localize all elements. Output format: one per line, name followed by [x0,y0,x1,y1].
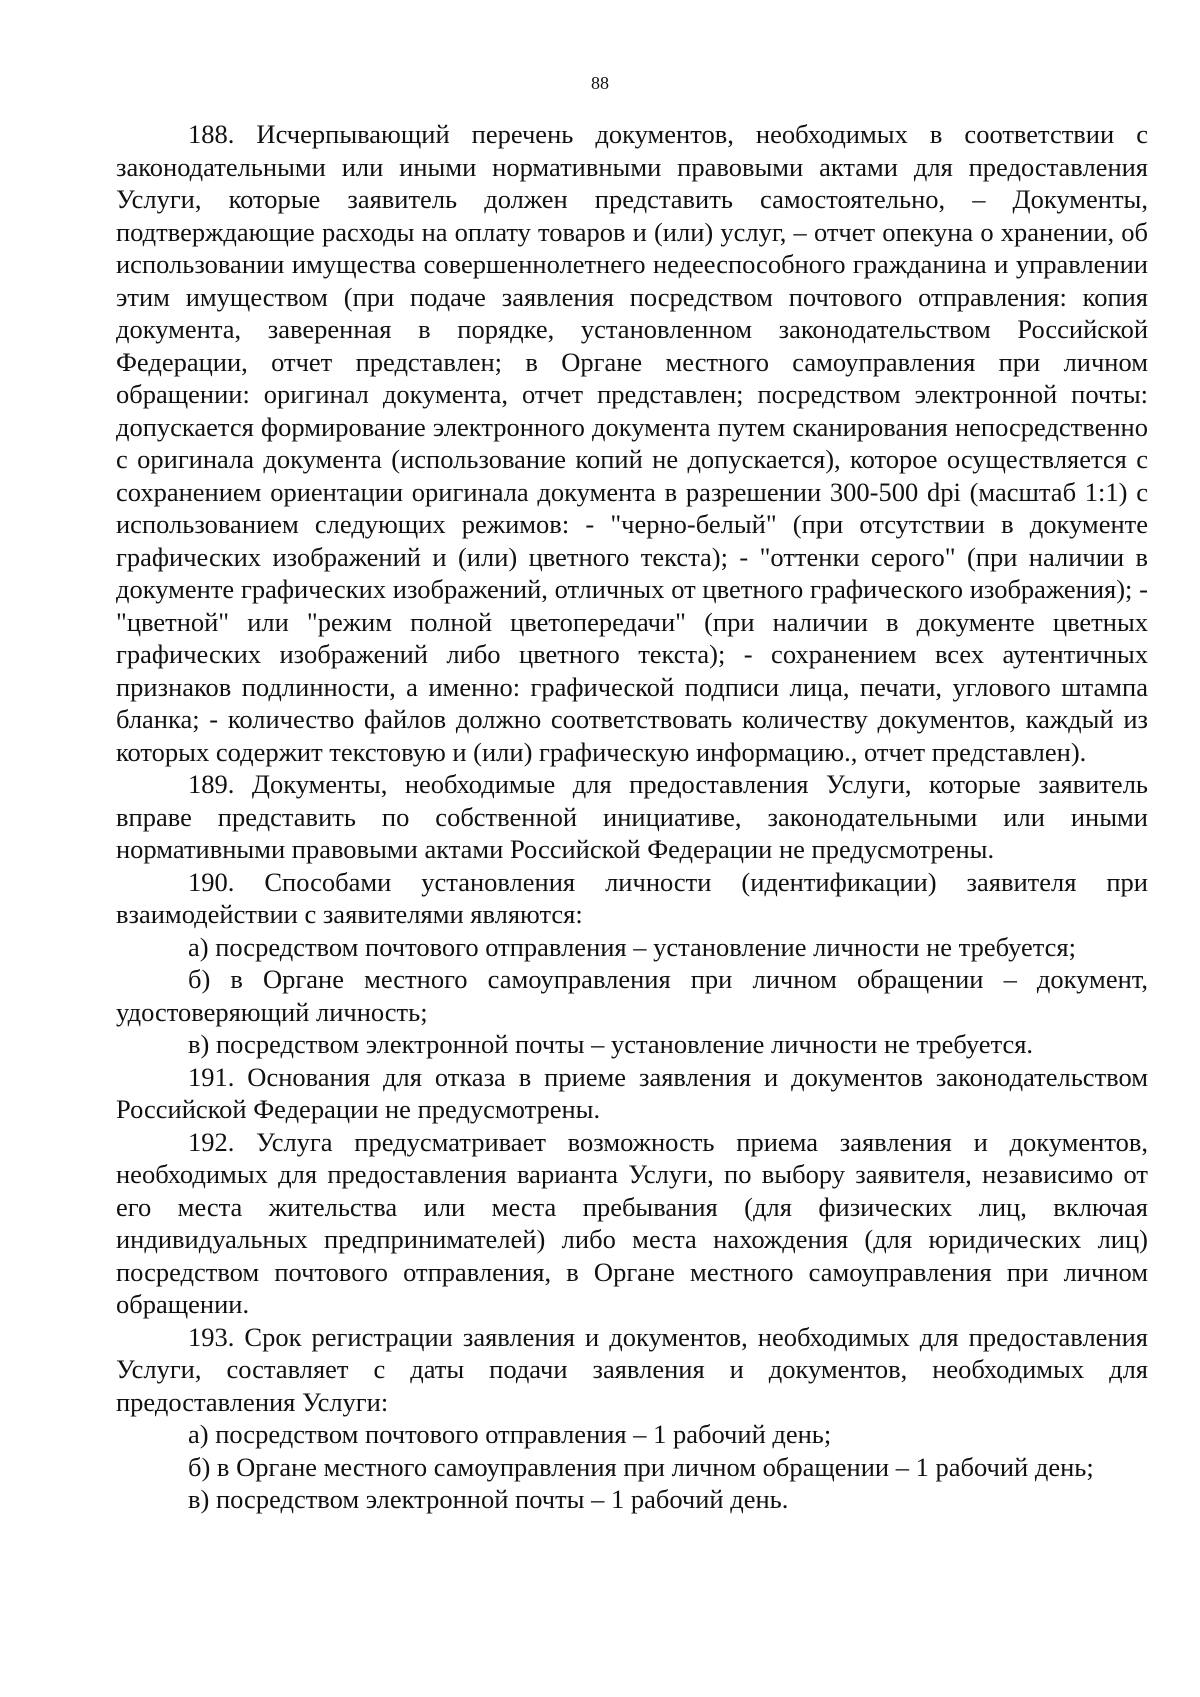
document-body [116,118,1148,1516]
paragraph-190: 190. Способами установления личности (идентификации) заявителя при взаимодействии с заявителями являются: [116,866,1148,929]
page-number: 88 [591,73,609,93]
paragraph-193-item-v: в) посредством электронной почты – 1 рабочий день. [188,1484,789,1514]
paragraph-190-item-a: а) посредством почтового отправления – установление личности не требуется; [188,931,1076,962]
paragraph-189: 189. Документы, необходимые для предоставления Услуги, которые заявитель вправе представить по собственной инициативе, законодательными или иными нормативными правовыми актами Российской Федерации не предусмотрены. [116,769,1148,864]
paragraph-190-item-v: в) посредством электронной почты – установление личности не требуется. [188,1029,1034,1059]
paragraph-193-item-b: б) в Органе местного самоуправления при личном обращении – 1 рабочий день; [188,1451,1094,1482]
paragraph-192: 192. Услуга предусматривает возможность приема заявления и документов, необходимых для предоставления варианта Услуги, по выбору заявителя, независимо от его места жительства или места пребывания (для физических лиц, включая индивидуальных предпринимателей) либо места нахождения (для юридических лиц) посредством почтового отправления, в Органе местного самоуправления при личном обращении. [116,1126,1148,1319]
paragraph-191: 191. Основания для отказа в приеме заявления и документов законодательством Российской Федерации не предусмотрены. [116,1061,1148,1124]
paragraph-190-item-b: б) в Органе местного самоуправления при личном обращении – документ, удостоверяющий личность; [116,964,1148,1027]
paragraph-188: 188. Исчерпывающий перечень документов, необходимых в соответствии с законодательными или иными нормативными правовыми актами для предоставления Услуги, которые заявитель должен представить самостоятельно, – Документы, подтверждающие расходы на оплату товаров и (или) услуг, – отчет опекуна о хранении, об использовании имущества совершеннолетнего недееспособного гражданина и управлении этим имуществом (при подаче заявления посредством почтового отправления: копия документа, заверенная в порядке, установленном законодательством Российской Федерации, отчет представлен; в Органе местного самоуправления при личном обращении: оригинал документа, отчет представлен; посредством электронной почты: допускается формирование электронного документа путем сканирования непосредственно с оригинала документа (использование копий не допускается), которое осуществляется с сохранением ориентации оригинала документа в разрешении 300-500 dpi (масштаб 1:1) с использованием следующих режимов: - "черно-белый" (при отсутствии в документе графических изображений и (или) цветного текста); - "оттенки серого" (при наличии в документе графических изображений, отличных от цветного графического изображения); - "цветной" или "режим полной цветопередачи" (при наличии в документе цветных графических изображений либо цветного текста); - сохранением всех аутентичных признаков подлинности, а именно: графической подписи лица, печати, углового штампа бланка; - количество файлов должно соответствовать количеству документов, каждый из которых содержит текстовую и (или) графическую информацию., отчет представлен). [116,119,1148,767]
paragraph-193-item-a: а) посредством почтового отправления – 1 рабочий день; [188,1419,832,1449]
paragraph-193: 193. Срок регистрации заявления и документов, необходимых для предоставления Услуги, составляет с даты подачи заявления и документов, необходимых для предоставления Услуги: [116,1321,1148,1417]
